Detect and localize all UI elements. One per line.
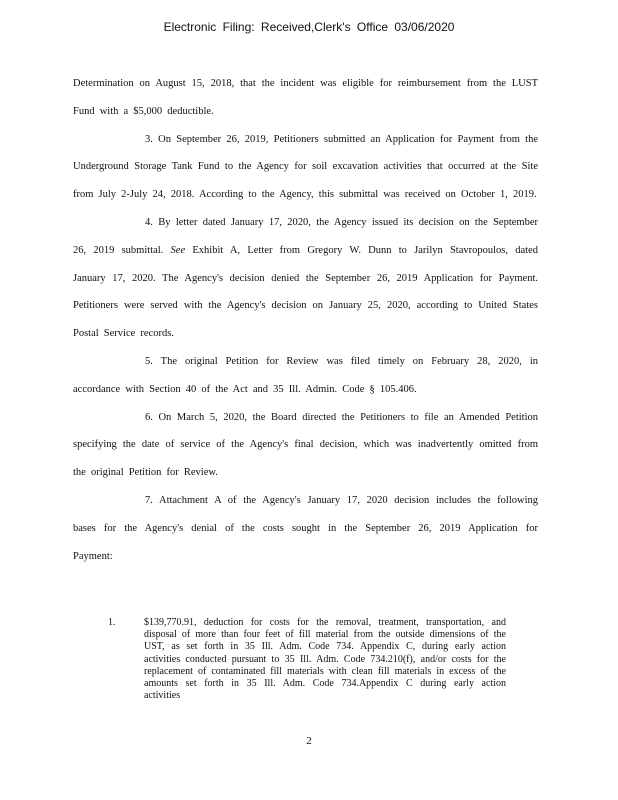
paragraph-3: 3. On September 26, 2019, Petitioners submitted an Application for Payment from the Underground Storage Tank Fund to the Agency for soil excavation activities that occurred at the Site from July 2-July 24, 2018. According to the Agency, this submittal was received on October 1, 2019. [73,133,538,201]
paragraph-7: 7. Attachment A of the Agency's January 17, 2020 decision includes the following bases for the Agency's denial of the costs sought in the September 26, 2019 Application for Payment: [73,494,538,562]
list-item-text: $139,770.91, deduction for costs for the removal, treatment, transportation, and disposal of more than four feet of fill material from the outside dimensions of the UST, as set forth in 35 Ill. Adm. Code 734. Appendix C, during early action activities conducted pursuant to 35 Ill. Adm. Code 734.210(f), and/or costs for the replacement of contaminated fill materials with clean fill materials in excess of the amounts set forth in 35 Ill. Adm. Code 734.Appendix C during early action activities [144,617,506,702]
paragraph-6: 6. On March 5, 2020, the Board directed the Petitioners to file an Amended Petition specifying the date of service of the Agency's final decision, which was inadvertently omitted from the original Petition for Review. [73,411,538,479]
paragraph-4 [73,209,538,348]
filing-stamp-header: Electronic Filing: Received,Clerk's Office 03/06/2020 [163,20,455,34]
paragraph-continuation: Determination on August 15, 2018, that the incident was eligible for reimbursement from the LUST Fund with a $5,000 deductible. [73,78,538,117]
see-citation-signal: See [170,244,186,256]
paragraph-4-text-a: 4. By letter dated January 17, 2020, the Agency issued its decision on the September 26, 2019 submittal. [73,216,538,256]
paragraph-4-text-b: Exhibit A, Letter from Gregory W. Dunn to Jarilyn Stavropoulos, dated January 17, 2020. The Agency's decision denied the September 26, 2019 Application for Payment. Petitioners were served with the Agency's decision on January 25, 2020, according to United States Postal Service records. [73,244,538,340]
document-body [73,70,538,570]
list-item-number: 1. [108,617,116,628]
page-number: 2 [306,735,312,747]
paragraph-5: 5. The original Petition for Review was filed timely on February 28, 2020, in accordance with Section 40 of the Act and 35 Ill. Admin. Code § 105.406. [73,355,538,395]
